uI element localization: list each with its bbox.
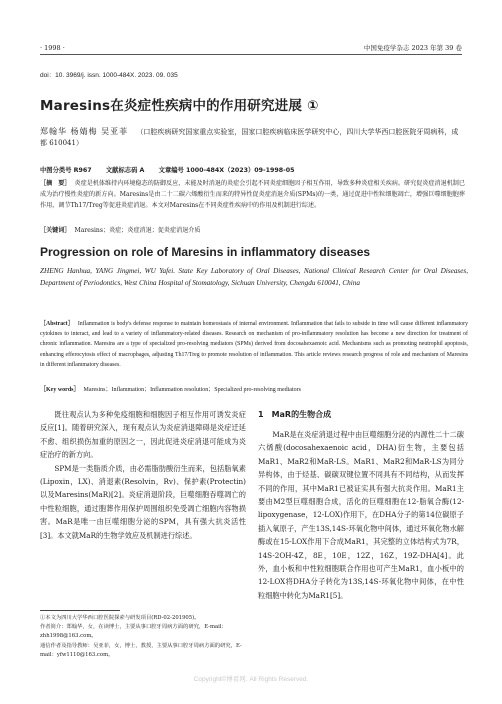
footnote-first-author: 作者简介：郑翰华，女，在读博士，主要从事口腔牙周病方面的研究，E-mail：zhh1998@163.com。: [40, 624, 227, 640]
abstract-label-en: ［Abstract］: [40, 321, 74, 327]
footnote-corresponding: 通信作者及指导教师：吴亚菲，女，博士，教授，主要从事口腔牙周病方面的研究，E-mail：yfw1110@163.com。: [40, 642, 242, 658]
author-names: 郑翰华 杨婧梅 吴亚菲: [40, 127, 129, 136]
footnotes: [40, 614, 246, 660]
journal-name: 中国免疫学杂志 2023 年第 39 卷: [363, 44, 462, 52]
keywords-label-en: ［Key words］: [40, 387, 80, 393]
page-number: · 1998 ·: [40, 44, 65, 52]
authors-chinese: [40, 126, 465, 149]
keywords-text: Maresins；炎症；炎症消退；促炎症消退介质: [74, 227, 201, 234]
keywords-english: [40, 384, 468, 393]
article-number: 文章编号 1000-484X（2023）09-1998-05: [158, 167, 295, 174]
body-column-right: [258, 408, 464, 602]
affiliation: （口腔疾病研究国家重点实验室，国家口腔疾病临床医学研究中心，四川大学华西口腔医院牙周病科，成都 610041）: [40, 128, 459, 147]
clc-number: 中图分类号 R967: [40, 167, 92, 174]
body-column-left: [40, 408, 246, 542]
section-heading: 1 MaR的生物合成: [258, 410, 332, 419]
title-chinese: Maresins在炎症性疾病中的作用研究进展 ①: [40, 98, 319, 114]
doi: doi：10. 3969/j. issn. 1000-484X. 2023. 09. 035: [40, 72, 178, 79]
running-header: [40, 38, 462, 55]
keywords-text-en: Maresins；Inflammation；Inflammation resolution；Specialized pro-resolving mediators: [83, 387, 301, 393]
abstract-chinese: [40, 178, 465, 211]
classification-line: [40, 165, 465, 174]
intro-paragraph-2: SPM是一类脂质介质，由必需脂肪酸衍生而来，包括脂氧素(Lipoxin，LX)、消退素(Resolvin，Rv)、保护素(Protectin)以及Maresins(MaR)[2]。炎症消退阶段，巨噬细胞吞噬凋亡的中性粒细胞，通过胞葬作用保护周围组织免受凋亡细胞内容物损害。MaR是唯一由巨噬细胞分泌的SPM，具有强大抗炎活性[3]。本文就MaR的生物学效应及机制进行综述。: [40, 463, 246, 540]
watermark: Copyright©博看网. All Rights Reserved.: [193, 676, 309, 683]
abstract-text: 炎症是机体维持内环境稳态的防御反应，未能及时消退的炎症会引起不同炎症细胞因子相互作用，导致多种炎症相关疾病。研究促炎症消退机制已成为治疗慢性炎症的新方向。Maresins是由二十二碳六烯酸衍生而来的特异性促炎症消退介质(SPMs)的一类，通过促进中性粒细胞凋亡，增强巨噬细胞胞葬作用，调节Th17/Treg等促进炎症消退。本文对Maresins在不同炎症性疾病中的作用及机制进行综述。: [40, 180, 466, 209]
keywords-label: ［关键词］: [40, 227, 71, 234]
section-paragraph: MaR是在炎症消退过程中由巨噬细胞分泌的内源性二十二碳六烯酸(docosahexaenoic acid，DHA)衍生物，主要包括MaR1、MaR2和MaR-LS。MaR1、MaR2和MaR-LS为同分异构体，由于烃基、碳碳双键位置不同具有不同结构，从而发挥不同的作用，其中MaR1已被证实具有强大抗炎作用。MaR1主要由M2型巨噬细胞合成，活化的巨噬细胞在12-脂氧合酶(12-lipoxygenase，12-LOX)作用下，在DHA分子的第14位碳原子插入氧原子，产生13S,14S-环氧化物中间体，通过环氧化物水解酶或在15-LOX作用下合成MaR1，其完整的立体结构式为7R，14S-2OH-4Z，8E，10E，12Z，16Z，19Z-DHA[4]。此外，血小板和中性粒细胞联合作用也可产生MaR1，血小板中的12-LOX将DHA分子转化为13S,14S-环氧化物中间体，在中性粒细胞中转化为MaR1[5]。: [258, 430, 464, 600]
footnote-fund: ①本文为四川大学华西口腔医院探索与研发项目(RD-02-201905)。: [40, 615, 200, 621]
keywords-chinese: [40, 225, 465, 234]
abstract-english: [40, 319, 468, 370]
abstract-label: ［摘 要］: [40, 180, 71, 187]
abstract-text-en: Inflammation is body's defense response to maintain homeostasis of internal environment. Inflammation that fails to subside in time will cause different inflammatory cytokines to interact, and lead to a variety of inflammatory-related diseases. Research on mechanism of pro-inflammatory resolution has become a new direction for treatment of chronic inflammation. Maresins are a type of specialized pro-resolving mediators (SPMs) derived from docosahexaenoic acid. Mechanisms such as promoting neutrophil apoptosis, enhancing efferocytosis effect of macrophages, adjusting Th17/Treg to promote resolution of inflammation. This article reviews research progress of role and mechanism of Maresins in different inflammatory diseases.: [40, 321, 469, 368]
authors-english: ZHENG Hanhua, YANG Jingmei, WU Yafei. State Key Laboratory of Oral Diseases, National Clinical Research Center for Oral Diseases, Department of Periodontics, West China Hospital of Stomatology, Sichuan University, Chengdu 610041, China: [40, 267, 468, 287]
footnote-rule: [40, 610, 120, 611]
title-english: Progression on role of Maresins in inflammatory diseases: [40, 245, 371, 259]
document-code: 文献标志码 A: [105, 167, 145, 174]
intro-paragraph: 既往观点认为多种免疫细胞和细胞因子相互作用可诱发炎症反应[1]。随着研究深入，现有观点认为炎症消退障碍是炎症迁延不愈、组织损伤加重的原因之一，因此促进炎症消退可能成为炎症治疗的新方向。: [40, 410, 246, 460]
